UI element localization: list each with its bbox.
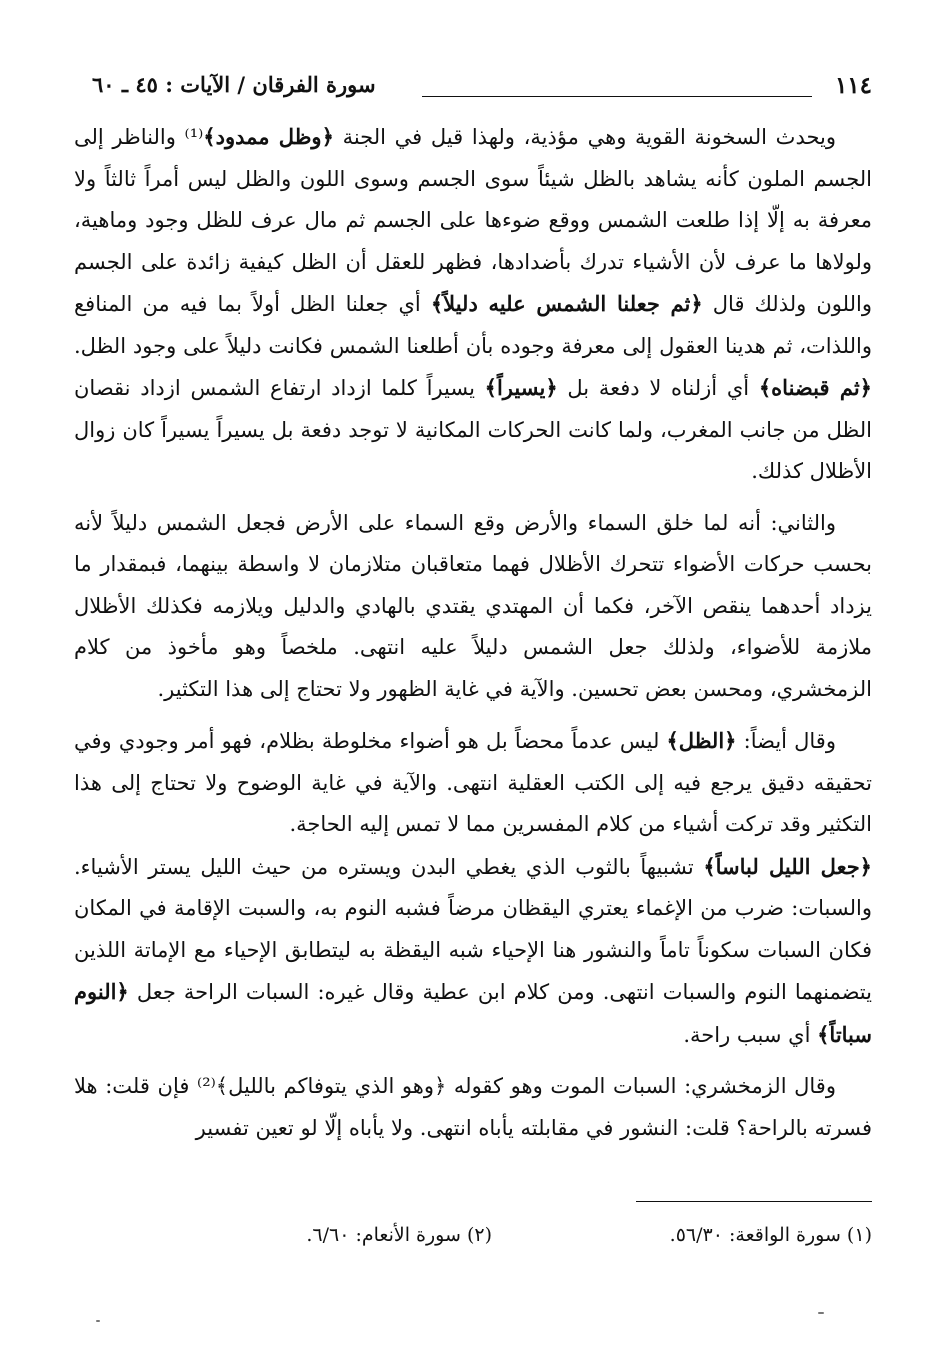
text-run: أي سبب راحة.	[683, 1022, 818, 1047]
paragraph-1	[74, 116, 872, 493]
text-run: أي أزلناه لا دفعة بل	[557, 376, 759, 400]
running-head: سورة الفرقان / الآيات : ٤٥ ـ ٦٠	[92, 72, 376, 97]
scan-speck	[818, 1312, 824, 1314]
quran-quote: ﴿ثم جعلنا الشمس عليه دليلاً﴾	[430, 291, 703, 316]
quran-quote: ﴿يسيراً﴾	[484, 375, 558, 400]
footnote-2: (٢) سورة الأنعام: ٦/٦٠.	[306, 1224, 492, 1246]
header-rule	[422, 96, 812, 97]
quran-quote: ﴿ثم قبضناه﴾	[758, 375, 872, 400]
paragraph-5	[74, 1066, 872, 1149]
text-run: ⁽²⁾ فإن قلت: هلا فسرته بالراحة؟ قلت: النشور في مقابلته يأباه انتهى. ولا يأباه إلّا لو تعين تفسير	[74, 1074, 872, 1140]
text-run: ﴿وهو الذي يتوفاكم بالليل﴾	[215, 1074, 447, 1098]
scan-speck	[96, 1320, 100, 1322]
text-run: ⁽¹⁾ والناظر إلى الجسم الملون كأنه يشاهد بالظل شيئاً سوى الجسم وسوى اللون والظل ليس أمراً ثالثاً ولا معرفة به إلّا إذا طلعت الشمس ووقع ضوءها على الجسم ثم مال عرف للظل وجود وماهية، ولولاها ما عرف لأن الأشياء تدرك بأضدادها، فظهر للعقل أن الظل كيفية زائدة على الجسم واللون ولذلك قال	[74, 125, 872, 316]
text-run: وقال أيضاً:	[736, 729, 836, 753]
footnote-1: (١) سورة الواقعة: ٥٦/٣٠.	[669, 1224, 872, 1246]
text-run: يسيراً كلما ازداد ارتفاع الشمس ازداد نقصان الظل من جانب المغرب، ولما كانت الحركات المكانية لا توجد دفعة بل يسيراً يسيراً كان زوال الأظلال كذلك.	[74, 376, 872, 483]
quran-quote: ﴿النوم سباتاً﴾	[74, 979, 872, 1047]
paragraph-2	[74, 503, 872, 711]
body-text	[74, 116, 872, 1149]
paragraph-4	[74, 846, 872, 1057]
text-run: ويحدث السخونة القوية وهي مؤذية، ولهذا قيل في الجنة	[333, 125, 837, 149]
page-number: ١١٤	[834, 72, 872, 99]
text-run: والثاني: أنه لما خلق السماء والأرض وقع السماء على الأرض فجعل الشمس دليلاً لأنه بحسب حركات الأضواء تتحرك الأظلال فهما متعاقبان متلازمان لا واسطة بينهما، فبمقدار ما يزداد أحدهما ينقص الآخر، فكما أن المهتدي يقتدي بالهادي والدليل ويلازمه فكذلك الأظلال ملازمة للأضواء، ولذلك جعل الشمس دليلاً عليه انتهى. ملخصاً وهو مأخوذ من كلام الزمخشري، ومحسن بعض تحسين. والآية في غاية الظهور ولا تحتاج إلى هذا التكثير.	[74, 510, 872, 701]
paragraph-3	[74, 720, 872, 846]
quran-quote: ﴿الظل﴾	[666, 728, 737, 753]
page-header	[92, 72, 872, 106]
text-run: تشبيهاً بالثوب الذي يغطي البدن ويستره من حيث الليل يستر الأشياء. والسبات: ضرب من الإغماء يعتري اليقظان مرضاً فشبه النوم به، والسبت الإقامة في المكان فكان السبات سكوناً تاماً والنشور هنا الإحياء شبه اليقظة به ليتطابق الإحياء مع الإماتة اللذين يتضمنهما النوم والسبات انتهى. ومن كلام ابن عطية وقال غيره: السبات الراحة جعل	[74, 854, 872, 1004]
text-run: ليس عدماً محضاً بل هو أضواء مخلوطة بظلام، فهو أمر وجودي وفي تحقيقه دقيق يرجع فيه إلى الكتب العقلية انتهى. والآية في غاية الوضوح ولا تحتاج إلى هذا التكثير وقد تركت أشياء من كلام المفسرين مما لا تمس إليه الحاجة.	[74, 729, 872, 836]
text-run: أي جعلنا الظل أولاً بما فيه من المنافع واللذات، ثم هدينا العقول إلى معرفة وجوده بأن أطلعنا الشمس فكانت دليلاً على وجود الظل.	[74, 292, 872, 358]
quran-quote: ﴿وظل ممدود﴾	[203, 124, 334, 149]
text-run: وقال الزمخشري: السبات الموت وهو كقوله	[446, 1074, 836, 1098]
quran-quote: ﴿جعل الليل لباساً﴾	[703, 853, 872, 879]
footnote-rule	[636, 1201, 872, 1202]
